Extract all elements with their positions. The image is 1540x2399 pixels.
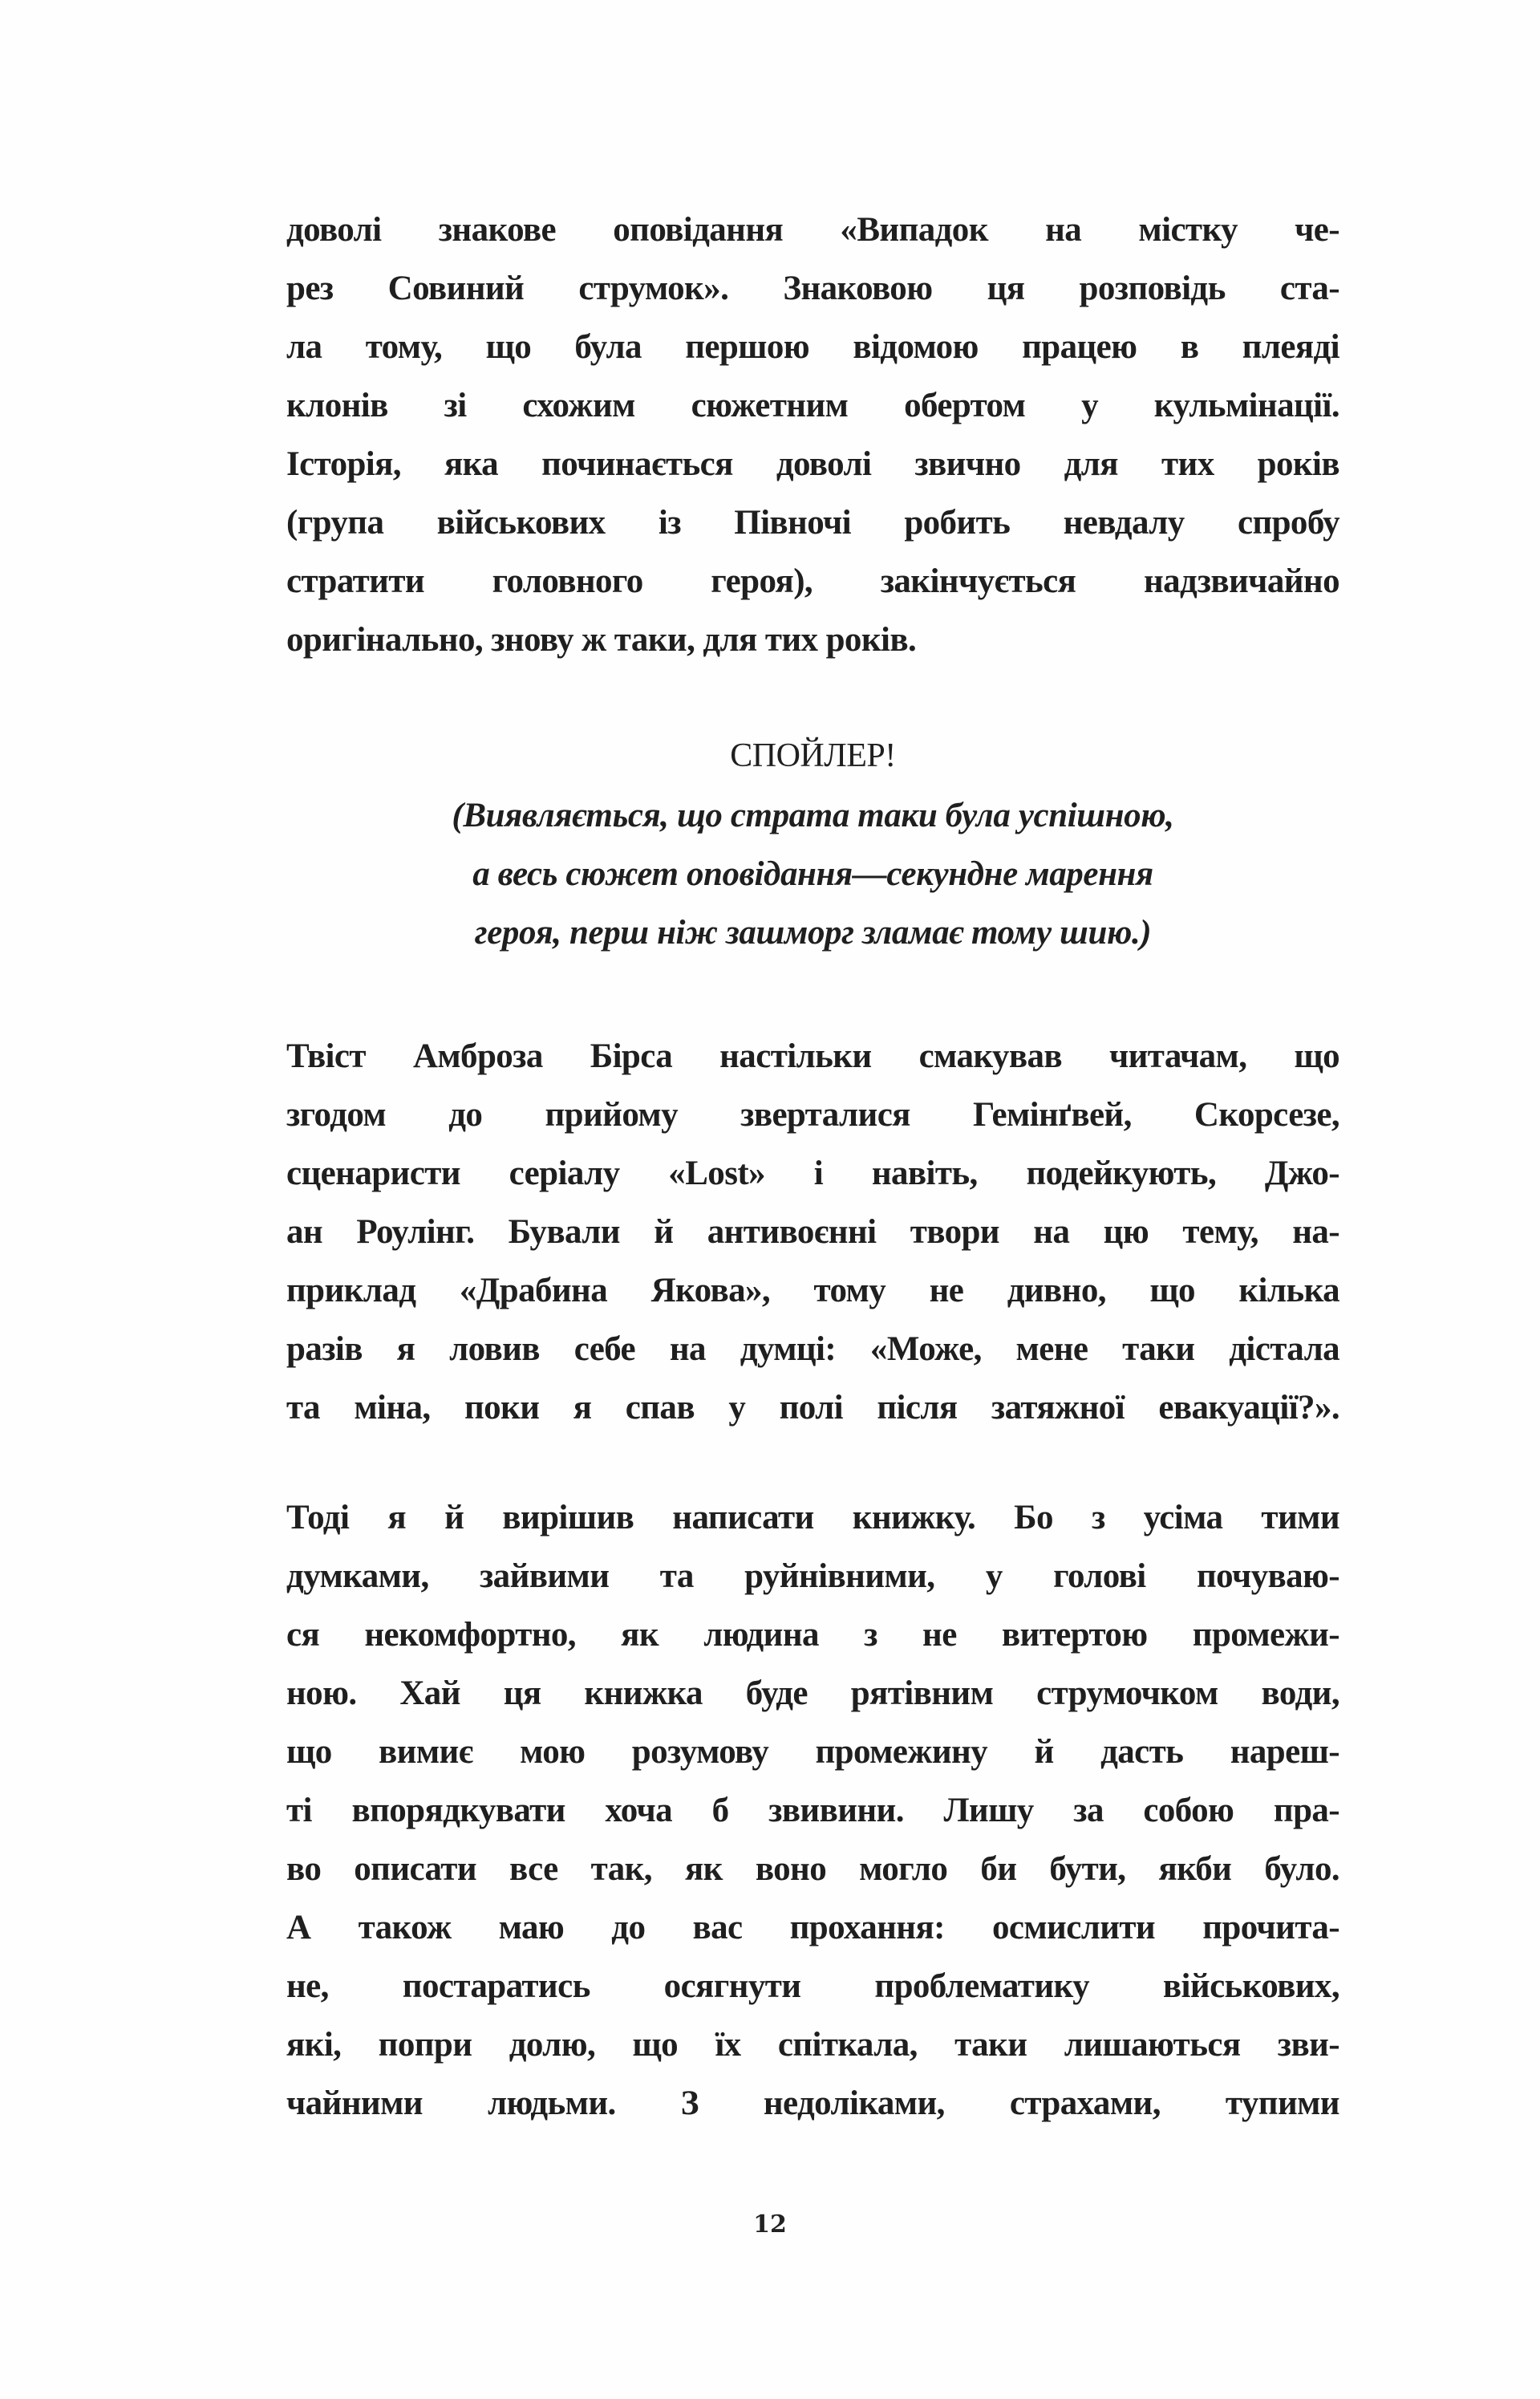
text-line: ан Роулінг. Бували й антивоєнні твори на цю тему, на- <box>286 1213 1339 1251</box>
paragraph-twist <box>286 1027 1339 1437</box>
text-line: (група військових із Півночі робить невдалу спробу <box>286 504 1339 542</box>
text-line: які, попри долю, що їх спіткала, таки лишаються зви- <box>286 2026 1339 2064</box>
text-line: ті впорядкувати хоча б звивини. Лишу за собою пра- <box>286 1792 1339 1829</box>
text-line: що вимиє мою розумову промежину й дасть нареш- <box>286 1733 1339 1771</box>
text-line: згодом до прийому зверталися Гемінґвей, Скорсезе, <box>286 1096 1339 1134</box>
text-line: ною. Хай ця книжка буде рятівним струмочком води, <box>286 1674 1339 1712</box>
spoiler-line: героя, перш ніж зашморг зламає тому шию.) <box>474 914 1152 952</box>
spoiler-text <box>286 786 1339 962</box>
text-line: Історія, яка починається доволі звично для тих років <box>286 445 1339 483</box>
text-line: та міна, поки я спав у полі після затяжної евакуації?». <box>286 1389 1339 1427</box>
text-line: Тоді я й вирішив написати книжку. Бо з усіма тими <box>286 1499 1339 1536</box>
text-line: ла тому, що була першою відомою працею в плеяді <box>286 328 1339 366</box>
spoiler-line: (Виявляється, що страта таки була успішною, <box>452 797 1174 834</box>
text-line: чайними людьми. З недоліками, страхами, тупими <box>286 2084 1339 2122</box>
text-line: во описати все так, як воно могло би бути, якби було. <box>286 1850 1339 1888</box>
page-number: 12 <box>753 2210 787 2239</box>
spoiler-heading: СПОЙЛЕР! <box>730 737 896 774</box>
text-line: стратити головного героя), закінчується надзвичайно <box>286 562 1339 600</box>
text-line: Твіст Амброза Бірса настільки смакував читачам, що <box>286 1037 1339 1075</box>
paragraph-intro <box>286 201 1339 669</box>
text-line: доволі знакове оповідання «Випадок на містку че- <box>286 211 1339 249</box>
text-line: сценаристи серіалу «Lost» і навіть, подейкують, Джо- <box>286 1155 1339 1192</box>
text-line: не, постаратись осягнути проблематику військових, <box>286 1967 1339 2005</box>
text-line: приклад «Драбина Якова», тому не дивно, що кілька <box>286 1272 1339 1309</box>
text-line: А також маю до вас прохання: осмислити прочита- <box>286 1909 1339 1946</box>
text-line: рез Совиний струмок». Знаковою ця розповідь ста- <box>286 270 1339 307</box>
text-line: думками, зайвими та руйнівними, у голові почуваю- <box>286 1557 1339 1595</box>
text-line: оригінально, знову ж таки, для тих років. <box>286 621 917 659</box>
text-line: ся некомфортно, як людина з не витертою промежи- <box>286 1616 1339 1654</box>
text-line: клонів зі схожим сюжетним обертом у кульмінації. <box>286 387 1339 424</box>
spoiler-line: а весь сюжет оповідання—секундне марення <box>472 855 1153 893</box>
paragraph-decision <box>286 1488 1339 2133</box>
text-line: разів я ловив себе на думці: «Може, мене таки дістала <box>286 1330 1339 1368</box>
